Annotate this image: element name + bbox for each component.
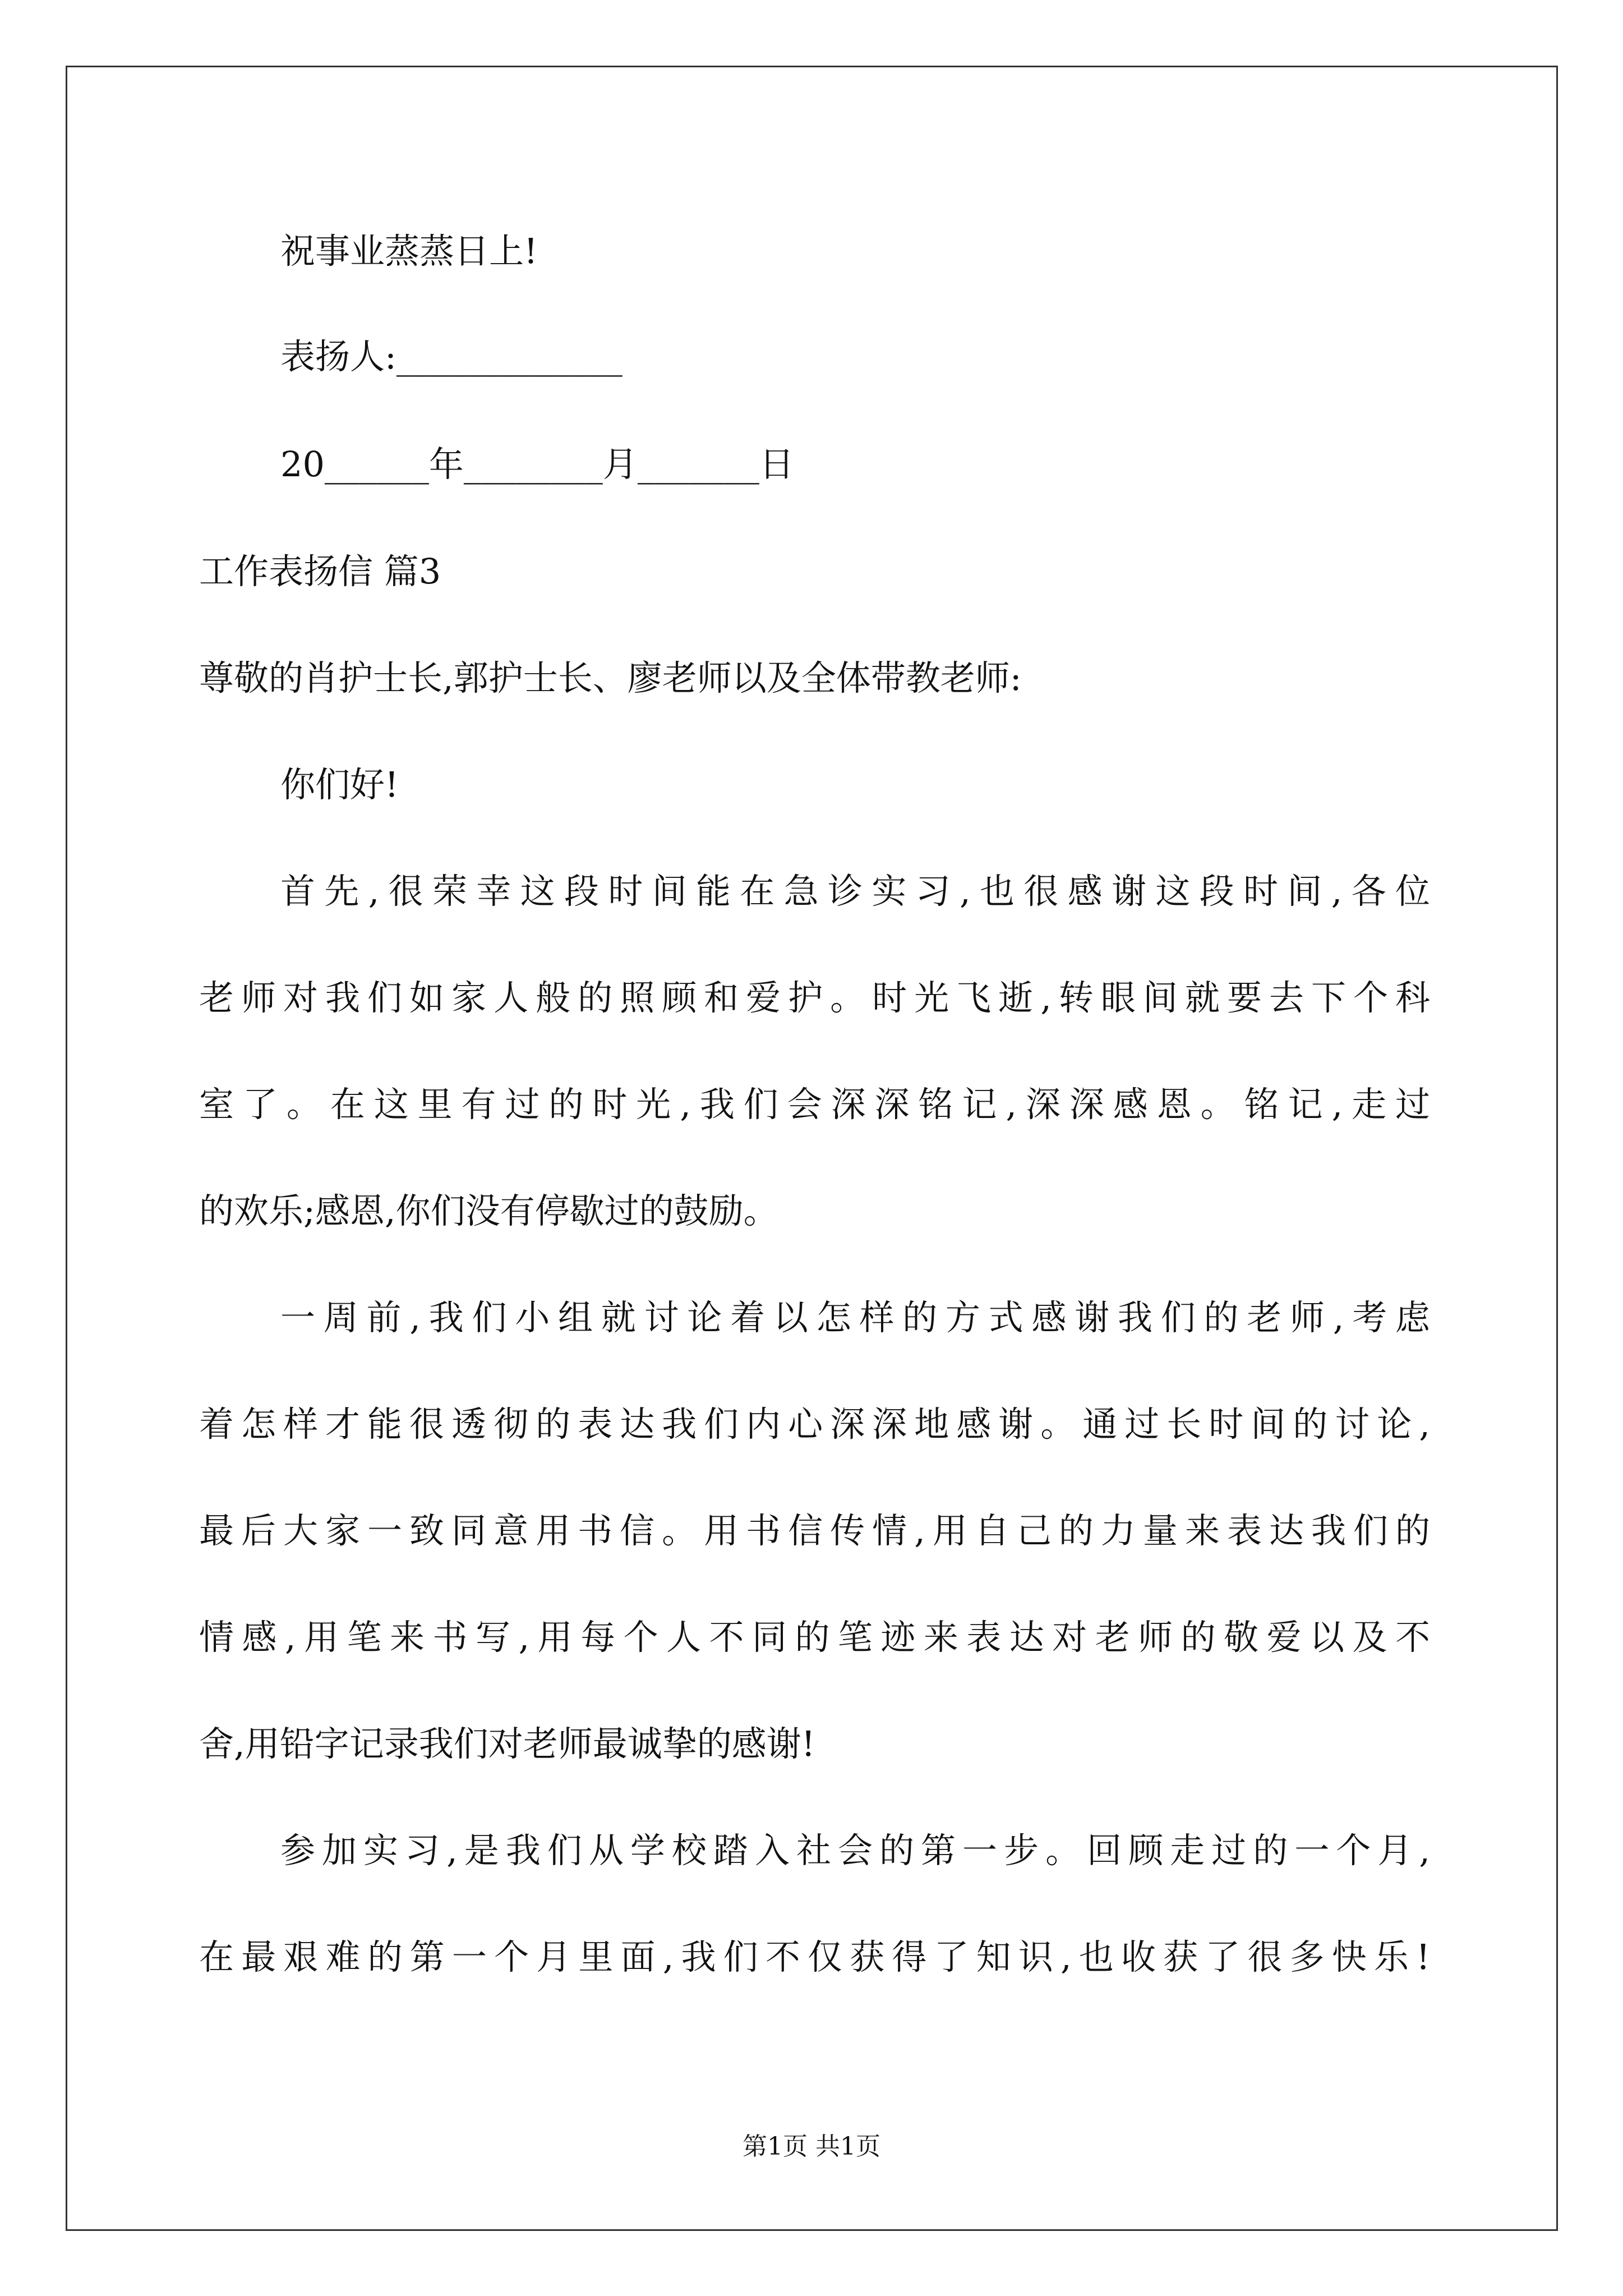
page-border [66, 66, 1558, 2231]
paragraph-1-line-2: 老师对我们如家人般的照顾和爱护。时光飞逝,转眼间就要去下个科 [199, 977, 1430, 1018]
paragraph-1-line-4: 的欢乐;感恩,你们没有停歇过的鼓励。 [199, 1190, 778, 1231]
paragraph-3-line-1: 参加实习,是我们从学校踏入社会的第一步。回顾走过的一个月, [280, 1830, 1430, 1871]
praiser-signature-line: 表扬人:_____________ [280, 336, 623, 377]
salutation: 尊敬的肖护士长,郭护士长、廖老师以及全体带教老师: [199, 657, 1022, 698]
closing-wish: 祝事业蒸蒸日上! [280, 231, 538, 272]
paragraph-1-line-3: 室了。在这里有过的时光,我们会深深铭记,深深感恩。铭记,走过 [199, 1084, 1430, 1125]
paragraph-3-line-2: 在最艰难的第一个月里面,我们不仅获得了知识,也收获了很多快乐! [199, 1936, 1430, 1977]
section-heading: 工作表扬信 篇3 [199, 551, 441, 592]
paragraph-2-line-5: 舍,用铅字记录我们对老师最诚挚的感谢! [199, 1723, 815, 1764]
date-line: 20______年________月_______日 [280, 444, 794, 485]
paragraph-2-line-3: 最后大家一致同意用书信。用书信传情,用自己的力量来表达我们的 [199, 1510, 1430, 1551]
greeting: 你们好! [280, 764, 399, 805]
page-footer: 第1页 共1页 [743, 2132, 880, 2161]
paragraph-2-line-4: 情感,用笔来书写,用每个人不同的笔迹来表达对老师的敬爱以及不 [199, 1617, 1430, 1658]
paragraph-2-line-1: 一周前,我们小组就讨论着以怎样的方式感谢我们的老师,考虑 [280, 1297, 1430, 1338]
paragraph-1-line-1: 首先,很荣幸这段时间能在急诊实习,也很感谢这段时间,各位 [280, 871, 1430, 912]
paragraph-2-line-2: 着怎样才能很透彻的表达我们内心深深地感谢。通过长时间的讨论, [199, 1404, 1430, 1444]
